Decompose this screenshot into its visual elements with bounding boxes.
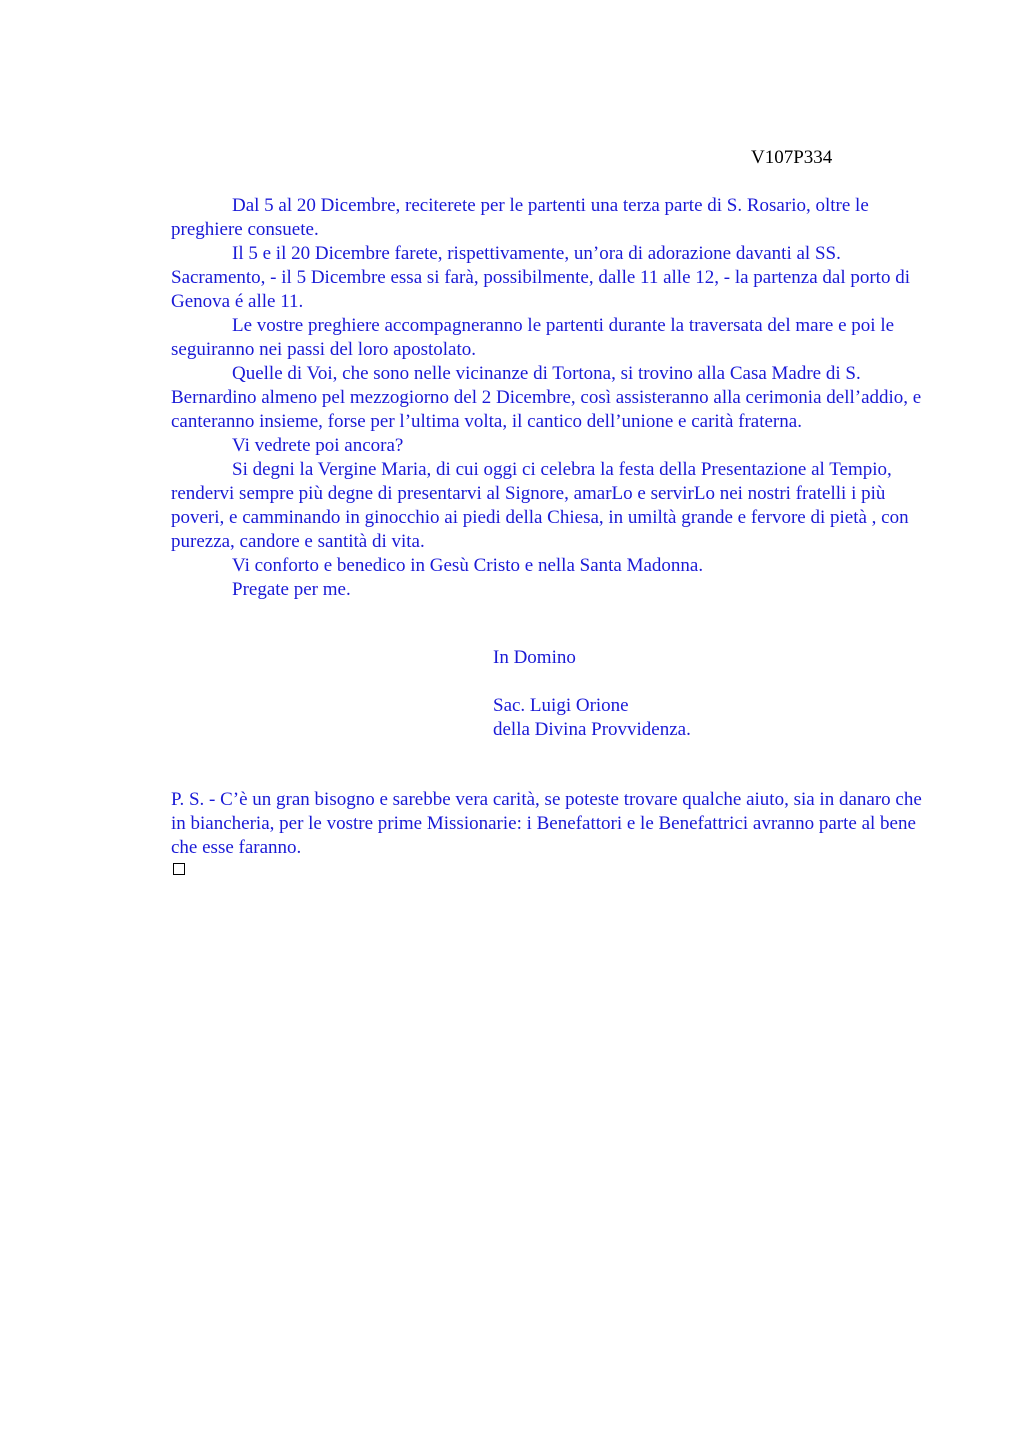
page-reference: V107P334 <box>751 147 833 168</box>
end-marker-square <box>173 863 185 875</box>
paragraph: Il 5 e il 20 Dicembre farete, rispettivamente, un’ora di adorazione davanti al SS. Sacramento, - il 5 Dicembre essa si farà, possibilmente, dalle 11 alle 12, - la partenza dal porto di Genova é alle 11. <box>171 243 910 312</box>
signatory-name: Sac. Luigi Orione <box>493 695 629 716</box>
paragraph: Quelle di Voi, che sono nelle vicinanze di Tortona, si trovino alla Casa Madre di S. Bernardino almeno pel mezzogiorno del 2 Dicembre, così assisteranno alla cerimonia dell’addio, e canteranno insieme, forse per l’ultima volta, il cantico dell’unione e carità fraterna. <box>171 363 922 432</box>
postscript: P. S. - C’è un gran bisogno e sarebbe vera carità, se poteste trovare qualche aiuto, sia in danaro che in biancheria, per le vostre prime Missionarie: i Benefattori e le Benefattrici avranno parte al bene che esse faranno. <box>171 789 922 858</box>
paragraph: Le vostre preghiere accompagneranno le partenti durante la traversata del mare e poi le seguiranno nei passi del loro apostolato. <box>171 315 895 360</box>
paragraph: Vi vedrete poi ancora? <box>232 435 404 456</box>
signature-block <box>493 646 691 742</box>
signatory-title: della Divina Provvidenza. <box>493 719 691 740</box>
paragraph: Si degni la Vergine Maria, di cui oggi ci celebra la festa della Presentazione al Tempio, rendervi sempre più degne di presentarvi al Signore, amarLo e servirLo nei nostri fratelli i più poveri, e camminando in ginocchio ai piedi della Chiesa, in umiltà grande e fervore di pietà , con purezza, candore e santità di vita. <box>171 459 909 552</box>
paragraph: Dal 5 al 20 Dicembre, reciterete per le partenti una terza parte di S. Rosario, oltre le preghiere consuete. <box>171 195 869 240</box>
paragraph: Vi conforto e benedico in Gesù Cristo e nella Santa Madonna. <box>232 555 704 576</box>
signature-spacer <box>493 670 691 694</box>
closing-salutation: In Domino <box>493 647 576 668</box>
letter-body <box>171 194 931 602</box>
paragraph: Pregate per me. <box>232 579 351 600</box>
